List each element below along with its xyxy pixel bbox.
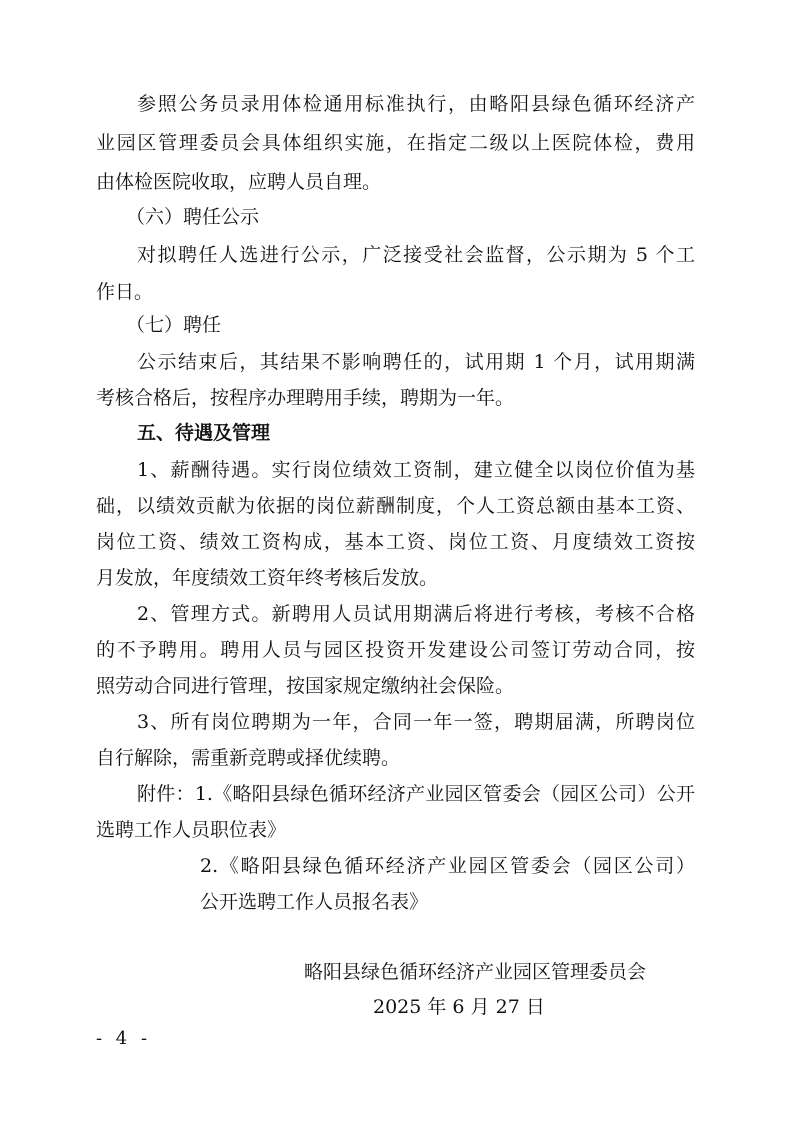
page-number: - 4 -: [96, 1028, 152, 1049]
attachment-line: 2.《略阳县绿色循环经济产业园区管委会（园区公司）: [200, 855, 695, 877]
section-heading: 五、待遇及管理: [137, 422, 271, 444]
paragraph-line: 岗位工资、绩效工资构成，基本工资、岗位工资、月度绩效工资按: [96, 531, 695, 553]
paragraph-line: 对拟聘任人选进行公示，广泛接受社会监督，公示期为 5 个工: [137, 244, 695, 266]
subheading-seven: （七）聘任: [126, 314, 222, 336]
signature-date: 2025 年 6 月 27 日: [373, 996, 545, 1018]
subheading-six: （六）聘任公示: [126, 206, 260, 228]
paragraph-line: 参照公务员录用体检通用标准执行，由略阳县绿色循环经济产: [137, 93, 695, 115]
paragraph-line: 3、所有岗位聘期为一年，合同一年一签，聘期届满，所聘岗位: [137, 711, 695, 733]
paragraph-line: 照劳动合同进行管理，按国家规定缴纳社会保险。: [96, 675, 515, 697]
attachment-line: 公开选聘工作人员报名表》: [200, 891, 429, 913]
paragraph-line: 业园区管理委员会具体组织实施，在指定二级以上医院体检，费用: [96, 132, 695, 154]
attachment-line: 附件：1.《略阳县绿色循环经济产业园区管委会（园区公司）公开: [137, 783, 695, 805]
paragraph-line: 公示结束后，其结果不影响聘任的，试用期 1 个月，试用期满: [137, 351, 695, 373]
paragraph-line: 考核合格后，按程序办理聘用手续，聘期为一年。: [96, 387, 515, 409]
paragraph-line: 础，以绩效贡献为依据的岗位薪酬制度，个人工资总额由基本工资、: [96, 495, 695, 517]
paragraph-line: 作日。: [96, 281, 154, 303]
paragraph-line: 月发放，年度绩效工资年终考核后发放。: [96, 567, 439, 589]
paragraph-line: 2、管理方式。新聘用人员试用期满后将进行考核，考核不合格: [137, 603, 695, 625]
paragraph-line: 自行解除，需重新竞聘或择优续聘。: [96, 747, 401, 769]
paragraph-line: 由体检医院收取，应聘人员自理。: [96, 171, 382, 193]
paragraph-line: 的不予聘用。聘用人员与园区投资开发建设公司签订劳动合同，按: [96, 639, 695, 661]
signature-organization: 略阳县绿色循环经济产业园区管理委员会: [304, 961, 647, 983]
attachment-line: 选聘工作人员职位表》: [96, 819, 287, 841]
paragraph-line: 1、薪酬待遇。实行岗位绩效工资制，建立健全以岗位价值为基: [137, 459, 695, 481]
